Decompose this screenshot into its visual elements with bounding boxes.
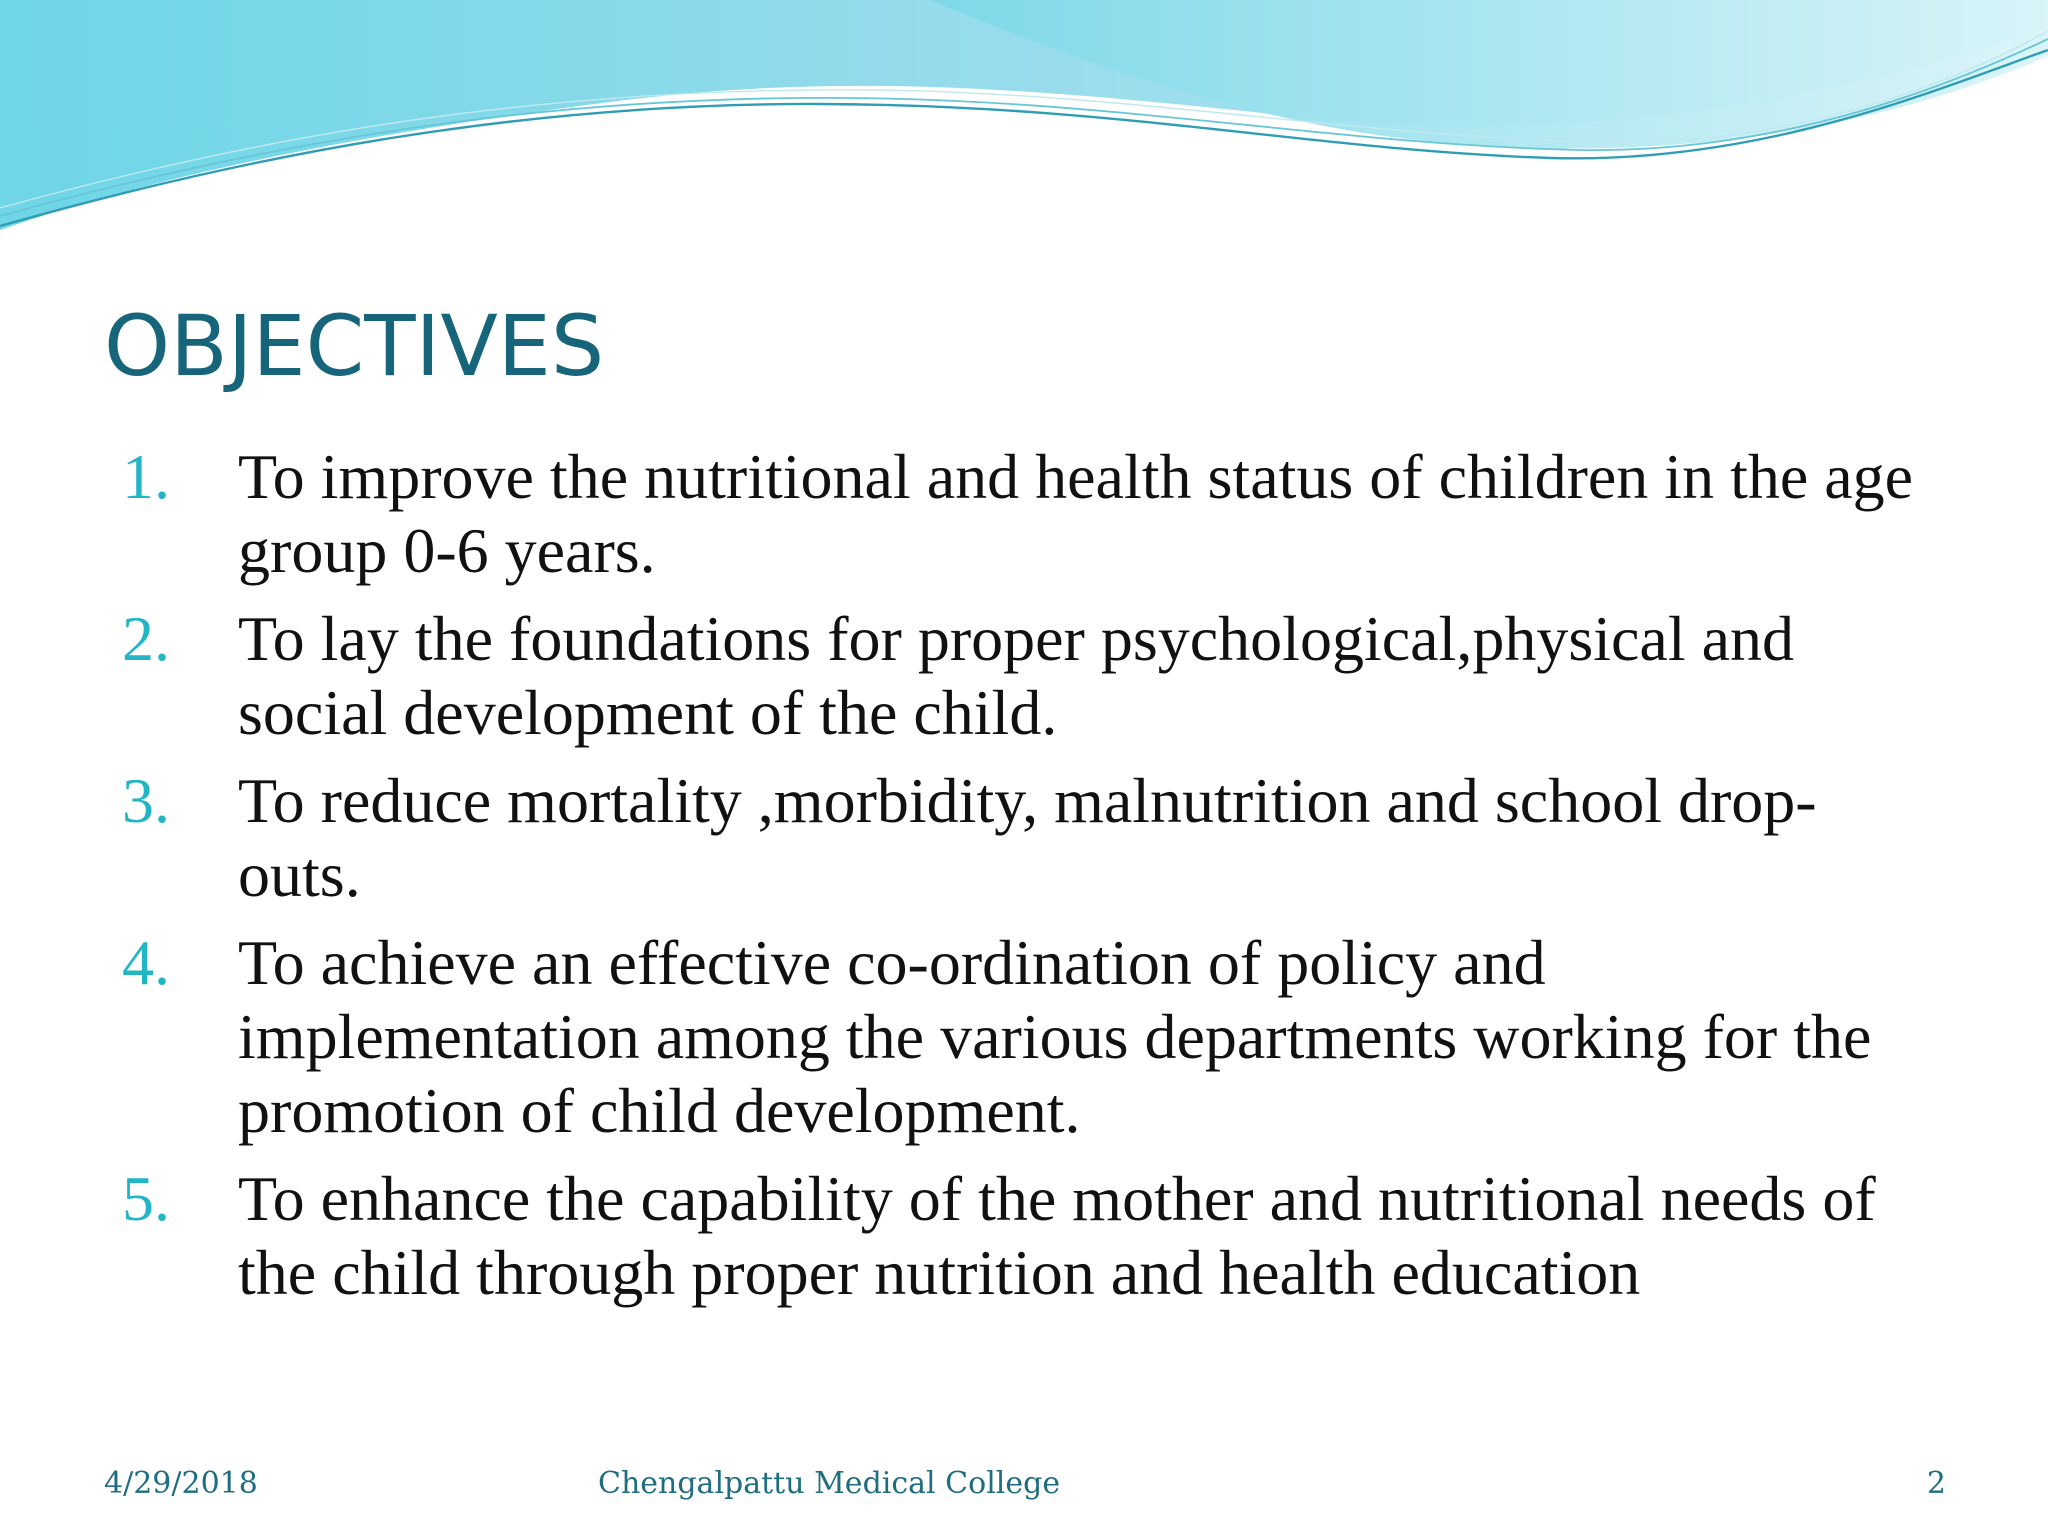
objective-text-2: To lay the foundations for proper psychological,physical and social development of the child. (238, 603, 1794, 748)
objectives-list (0, 440, 2048, 1324)
objective-item-3 (0, 764, 2048, 912)
objective-item-5 (0, 1162, 2048, 1310)
objective-text-1: To improve the nutritional and health status of children in the age group 0-6 years. (238, 441, 1914, 586)
objective-number-4: 4. (122, 927, 170, 998)
decorative-wave-header (0, 0, 2048, 240)
objective-item-1 (0, 440, 2048, 588)
objective-number-1: 1. (122, 441, 170, 512)
objective-text-4: To achieve an effective co-ordination of policy and implementation among the various departments working for the promotion of child development. (238, 927, 1872, 1146)
objective-item-4 (0, 926, 2048, 1148)
footer-date: 4/29/2018 (104, 1466, 258, 1501)
objective-number-2: 2. (122, 603, 170, 674)
objective-text-5: To enhance the capability of the mother and nutritional needs of the child through proper nutrition and health education (238, 1163, 1876, 1308)
objective-text-3: To reduce mortality ,morbidity, malnutrition and school drop-outs. (238, 765, 1817, 910)
objective-number-3: 3. (122, 765, 170, 836)
objective-item-2 (0, 602, 2048, 750)
objective-number-5: 5. (122, 1163, 170, 1234)
slide-title: OBJECTIVES (104, 297, 605, 395)
footer-college-name: Chengalpattu Medical College (598, 1466, 1061, 1501)
footer-page-number: 2 (1926, 1466, 1946, 1501)
